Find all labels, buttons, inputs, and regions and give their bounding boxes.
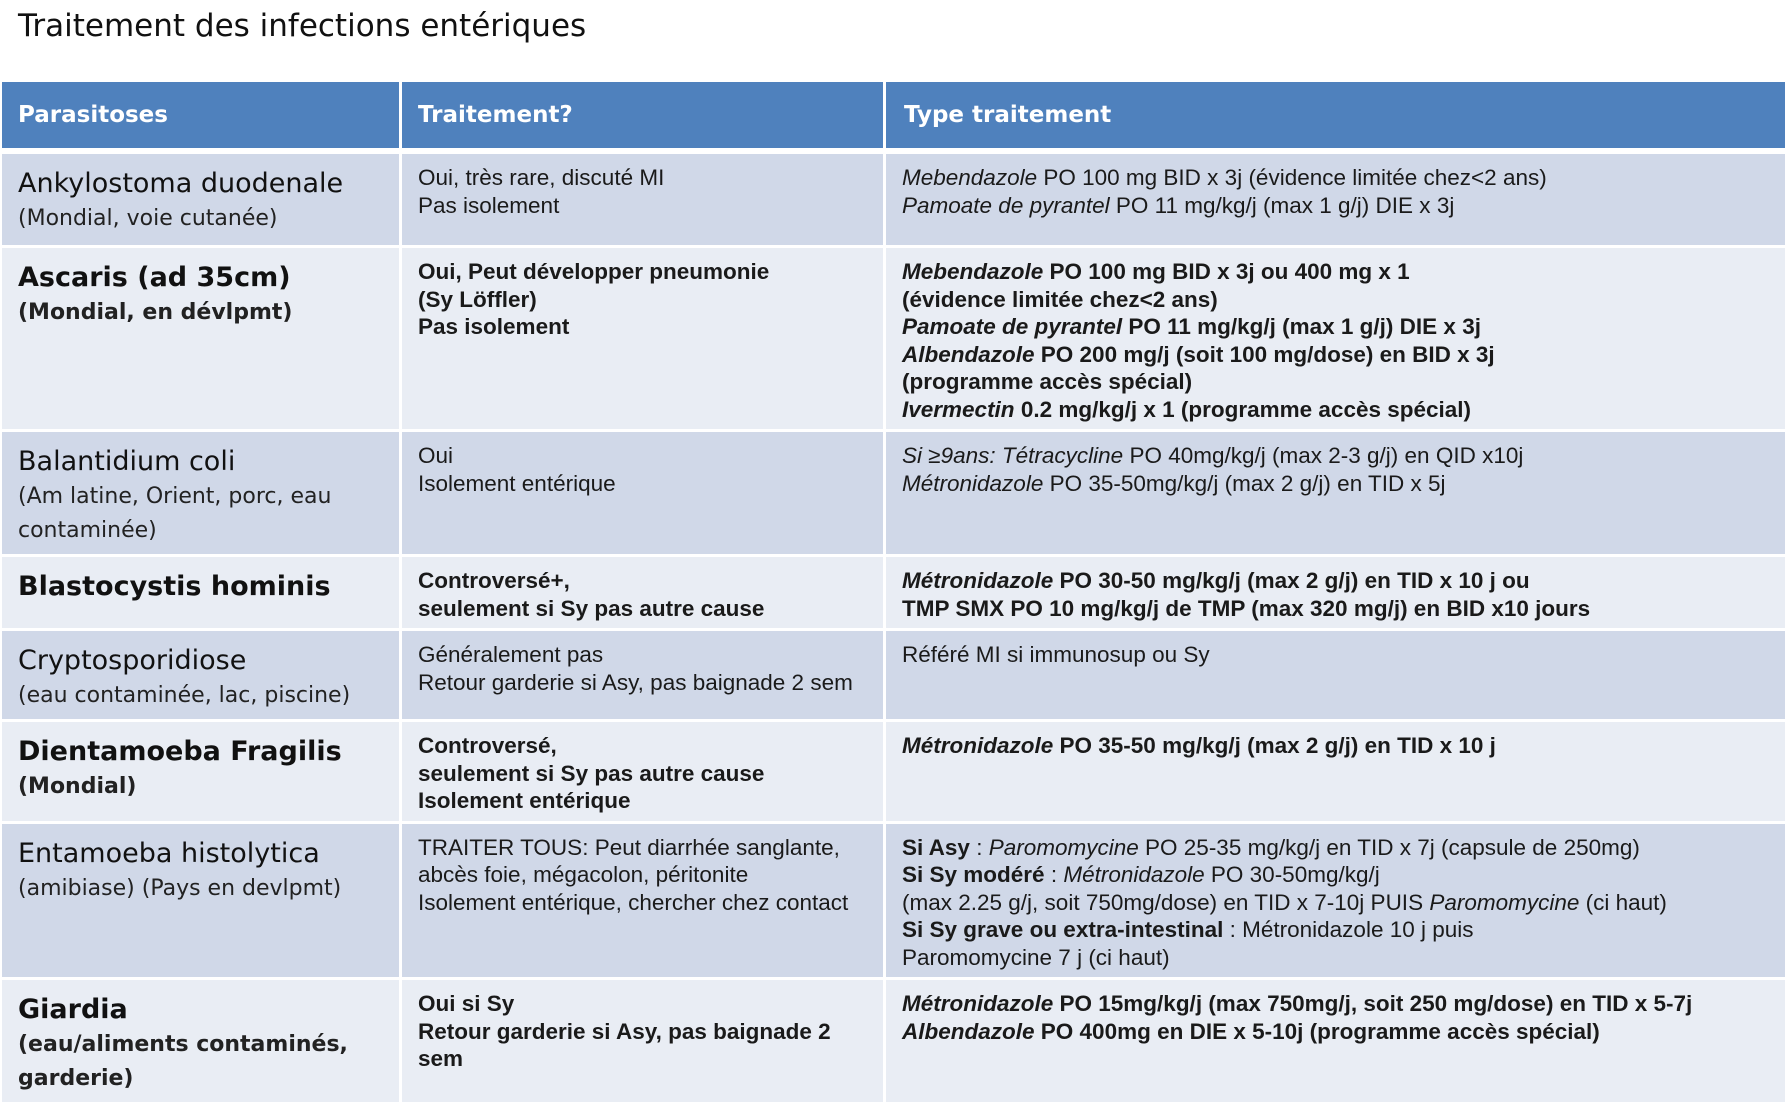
parasite-name: Entamoeba histolytica <box>18 837 320 869</box>
type-text: 0.2 mg/kg/j x 1 (programme accès spécial) <box>1014 396 1472 422</box>
parasite-note: (Mondial, en dévlpmt) <box>18 300 293 325</box>
cell-parasitose <box>2 722 402 824</box>
type-text: : Métronidazole 10 j puis <box>1223 917 1474 942</box>
cell-type-traitement <box>886 154 1785 248</box>
type-text: PO 40mg/kg/j (max 2-3 g/j) en QID x10j <box>1123 443 1524 468</box>
type-text: TMP SMX PO 10 mg/kg/j de TMP (max 320 mg/j) en BID x10 jours <box>902 595 1591 621</box>
parasite-note: (amibiase) (Pays en devlpmt) <box>18 875 342 901</box>
traitement-line: Retour garderie si Asy, pas baignade 2 sem <box>418 1018 831 1071</box>
table-row <box>2 980 1785 1105</box>
type-text: PO 11 mg/kg/j (max 1 g/j) DIE x 3j <box>1122 314 1481 339</box>
type-text: : <box>1044 862 1064 887</box>
page-title: Traitement des infections entériques <box>18 8 587 44</box>
type-text: PO 100 mg BID x 3j ou 400 mg x 1 <box>1043 259 1410 284</box>
table-row <box>2 824 1785 981</box>
table-row <box>2 722 1785 824</box>
table-row <box>2 432 1785 557</box>
type-text: : <box>969 834 989 860</box>
type-line <box>902 990 1775 1018</box>
traitement-line: TRAITER TOUS: Peut diarrhée sanglante, abcès foie, mégacolon, péritonite <box>418 834 840 887</box>
table-row <box>2 557 1785 631</box>
traitement-line: Oui, Peut développer pneumonie <box>418 259 770 284</box>
drug-name: Si ≥9ans: Tétracycline <box>902 443 1124 468</box>
type-text: (max 2.25 g/j, soit 750mg/dose) en TID x 7-10j PUIS <box>902 889 1430 915</box>
table-row <box>2 631 1785 722</box>
traitement-line: Isolement entérique, chercher chez contact <box>418 889 849 915</box>
type-line <box>902 595 1775 623</box>
type-line <box>902 861 1775 889</box>
type-line <box>902 341 1775 369</box>
type-line <box>902 732 1775 760</box>
type-text: PO 25-35 mg/kg/j en TID x 7j (capsule de 250mg) <box>1138 834 1640 860</box>
condition-label: Si Sy grave ou extra-intestinal <box>902 917 1224 942</box>
cell-parasitose <box>2 248 402 432</box>
cell-parasitose <box>2 980 402 1105</box>
cell-type-traitement <box>886 980 1785 1105</box>
type-text: (évidence limitée chez<2 ans) <box>902 286 1218 312</box>
type-line <box>902 368 1775 396</box>
header-traitement: Traitement? <box>402 82 886 154</box>
traitement-line: seulement si Sy pas autre cause <box>418 595 765 621</box>
type-line <box>902 164 1775 192</box>
type-text: PO 11 mg/kg/j (max 1 g/j) DIE x 3j <box>1109 192 1455 218</box>
cell-type-traitement <box>886 824 1785 981</box>
type-text: PO 30-50 mg/kg/j (max 2 g/j) en TID x 10 j ou <box>1053 568 1530 593</box>
traitement-line: Isolement entérique <box>418 470 616 496</box>
type-text: PO 400mg en DIE x 5-10j (programme accès spécial) <box>1034 1018 1600 1044</box>
cell-type-traitement <box>886 557 1785 631</box>
cell-traitement <box>402 154 886 248</box>
cell-parasitose <box>2 557 402 631</box>
drug-name: Paromomycine <box>1429 889 1580 915</box>
type-text: PO 30-50mg/kg/j <box>1204 862 1380 887</box>
drug-name: Ivermectin <box>902 396 1015 422</box>
traitement-line: Controversé, <box>418 733 557 758</box>
traitement-line: Pas isolement <box>418 314 570 339</box>
traitement-line: Isolement entérique <box>418 788 631 813</box>
type-line <box>902 916 1775 944</box>
type-line <box>902 1018 1775 1046</box>
cell-traitement <box>402 722 886 824</box>
parasite-name: Blastocystis hominis <box>18 571 331 602</box>
type-text: Référé MI si immunosup ou Sy <box>902 642 1210 667</box>
traitement-line: Retour garderie si Asy, pas baignade 2 sem <box>418 669 853 695</box>
cell-traitement <box>402 432 886 557</box>
cell-type-traitement <box>886 722 1785 824</box>
cell-type-traitement <box>886 432 1785 557</box>
header-type-traitement: Type traitement <box>886 82 1785 154</box>
treatment-table <box>2 82 1785 1105</box>
cell-traitement <box>402 631 886 722</box>
parasite-note: (eau contaminée, lac, piscine) <box>18 683 351 708</box>
type-line <box>902 396 1775 424</box>
table-body <box>2 154 1785 1105</box>
type-line <box>902 834 1775 862</box>
type-text: PO 35-50mg/kg/j (max 2 g/j) en TID x 5j <box>1043 470 1446 496</box>
traitement-line: Oui, très rare, discuté MI <box>418 165 665 190</box>
parasite-note: (Mondial, voie cutanée) <box>18 206 278 231</box>
cell-parasitose <box>2 154 402 248</box>
drug-name: Albendazole <box>902 341 1035 367</box>
type-line <box>902 470 1775 498</box>
parasite-note: (Am latine, Orient, porc, eau contaminée) <box>18 484 332 543</box>
parasite-note: (Mondial) <box>18 774 137 799</box>
cell-traitement <box>402 557 886 631</box>
table-row <box>2 248 1785 432</box>
type-line <box>902 442 1775 470</box>
type-line <box>902 192 1775 220</box>
drug-name: Mebendazole <box>902 259 1044 284</box>
cell-parasitose <box>2 631 402 722</box>
drug-name: Métronidazole <box>902 568 1054 593</box>
traitement-line: (Sy Löffler) <box>418 286 537 312</box>
drug-name: Paromomycine <box>988 834 1139 860</box>
type-line <box>902 641 1775 669</box>
traitement-line: Généralement pas <box>418 642 604 667</box>
drug-name: Pamoate de pyrantel <box>902 314 1123 339</box>
traitement-line: Oui si Sy <box>418 991 515 1016</box>
parasite-note: (eau/aliments contaminés, garderie) <box>18 1032 348 1091</box>
parasite-name: Dientamoeba Fragilis <box>18 736 342 767</box>
cell-parasitose <box>2 432 402 557</box>
type-text: PO 15mg/kg/j (max 750mg/j, soit 250 mg/dose) en TID x 5-7j <box>1053 991 1693 1016</box>
cell-parasitose <box>2 824 402 981</box>
cell-traitement <box>402 248 886 432</box>
type-text: Paromomycine 7 j (ci haut) <box>902 944 1170 970</box>
type-text: (ci haut) <box>1579 889 1667 915</box>
parasite-name: Balantidium coli <box>18 446 236 477</box>
type-line <box>902 567 1775 595</box>
condition-label: Si Sy modéré <box>902 862 1045 887</box>
drug-name: Albendazole <box>902 1018 1035 1044</box>
traitement-line: Pas isolement <box>418 192 560 218</box>
type-text: PO 100 mg BID x 3j (évidence limitée chez<2 ans) <box>1037 165 1547 190</box>
parasite-name: Ascaris (ad 35cm) <box>18 262 291 293</box>
drug-name: Métronidazole <box>902 991 1054 1016</box>
drug-name: Mebendazole <box>902 165 1038 190</box>
traitement-line: Oui <box>418 443 454 468</box>
drug-name: Pamoate de pyrantel <box>902 192 1110 218</box>
type-text: PO 200 mg/j (soit 100 mg/dose) en BID x 3j <box>1034 341 1495 367</box>
traitement-line: Controversé+, <box>418 568 570 593</box>
cell-traitement <box>402 824 886 981</box>
header-parasitoses: Parasitoses <box>2 82 402 154</box>
type-line <box>902 944 1775 972</box>
cell-type-traitement <box>886 248 1785 432</box>
table-row <box>2 154 1785 248</box>
type-line <box>902 286 1775 314</box>
parasite-name: Cryptosporidiose <box>18 645 247 676</box>
drug-name: Métronidazole <box>1063 862 1205 887</box>
table-header-row <box>2 82 1785 154</box>
type-text: (programme accès spécial) <box>902 369 1193 394</box>
type-line <box>902 313 1775 341</box>
cell-type-traitement <box>886 631 1785 722</box>
cell-traitement <box>402 980 886 1105</box>
traitement-line: seulement si Sy pas autre cause <box>418 760 765 786</box>
type-line <box>902 889 1775 917</box>
parasite-name: Giardia <box>18 994 128 1025</box>
drug-name: Métronidazole <box>902 733 1054 758</box>
condition-label: Si Asy <box>902 834 970 860</box>
type-line <box>902 258 1775 286</box>
type-text: PO 35-50 mg/kg/j (max 2 g/j) en TID x 10 j <box>1053 733 1496 758</box>
parasite-name: Ankylostoma duodenale <box>18 168 344 199</box>
drug-name: Métronidazole <box>902 470 1044 496</box>
